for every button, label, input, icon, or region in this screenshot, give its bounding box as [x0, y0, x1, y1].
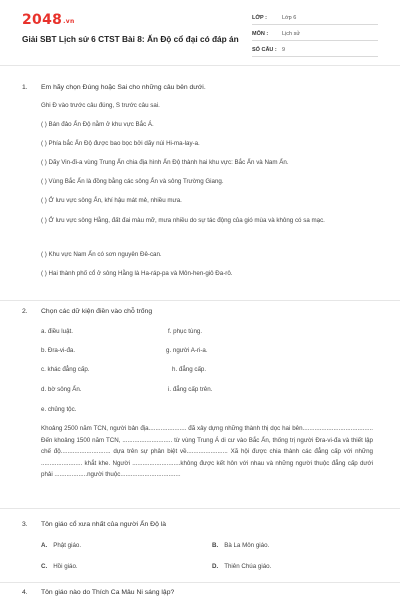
- option-d[interactable]: D. Thiên Chúa giáo.: [212, 563, 272, 570]
- question-instruction: Ghi Đ vào trước câu đúng, S trước câu sai.: [41, 102, 160, 109]
- true-false-item[interactable]: ( ) Dãy Vin-đi-a vùng Trung Ấn chia địa hình Ấn Độ thành hai khu vực: Bắc Ấn và Nam Ấn.: [41, 159, 289, 166]
- question-3: [0, 508, 400, 583]
- question-text: Tôn giáo cổ xưa nhất của người Ấn Độ là: [41, 521, 167, 528]
- meta-question-count: SỐ CÂU : 9: [252, 43, 378, 57]
- choice-c: c. khác đẳng cấp.: [41, 366, 90, 373]
- true-false-item[interactable]: ( ) Khu vực Nam Ấn có sơn nguyên Đê-can.: [41, 251, 162, 258]
- question-2: [0, 300, 400, 510]
- true-false-item[interactable]: ( ) Bán đảo Ấn Độ nằm ở khu vực Bắc Á.: [41, 121, 154, 128]
- question-4: [0, 582, 400, 600]
- choice-i: i. đẳng cấp trên.: [168, 386, 213, 393]
- question-text: Chọn các dữ kiện điền vào chỗ trống: [41, 308, 153, 315]
- question-number: 3.: [22, 521, 28, 528]
- document-meta: [252, 11, 378, 59]
- choice-h: h. đẳng cấp.: [172, 366, 207, 373]
- choice-g: g. người A-ri-a.: [166, 347, 208, 354]
- true-false-item[interactable]: ( ) Ở lưu vực sông Ấn, khí hậu mát mẻ, nhiều mưa.: [41, 197, 182, 204]
- question-text: Tôn giáo nào do Thích Ca Mâu Ni sáng lập?: [41, 589, 175, 596]
- choice-f: f. phục tùng.: [168, 328, 203, 335]
- site-logo[interactable]: 2048.vn: [22, 12, 75, 28]
- meta-subject: MÔN : Lịch sử: [252, 27, 378, 41]
- question-text: Em hãy chọn Đúng hoặc Sai cho những câu bên dưới.: [41, 84, 206, 91]
- true-false-item[interactable]: ( ) Phía bắc Ấn Độ được bao bọc bởi dãy núi Hi-ma-lay-a.: [41, 140, 200, 147]
- option-a[interactable]: A. Phật giáo.: [41, 542, 82, 549]
- fill-in-paragraph: Khoảng 2500 năm TCN, người bản địa...................... đã xây dựng những thành thị dọc hai bên......................................... Đến khoảng 1500 năm TCN, ............................. từ vùng Trung Á di cư vào Bắc Ấn, thống trị người Đra-vi-đa và thiết lập chế độ............................. dựa trên sự phân biệt về........................ Xã hội được chia thành các đẳng cấp với những ........................ khắt khe. Người ............................không được kết hôn với nhau và những người thuộc đẳng cấp dưới phải ...................người thuộc...................................: [41, 425, 373, 479]
- choice-e: e. chủng tộc.: [41, 406, 77, 413]
- question-number: 4.: [22, 589, 28, 596]
- true-false-item[interactable]: ( ) Ở lưu vực sông Hằng, đất đai màu mỡ, mưa nhiều do sự tác động của gió mùa và không có sa mạc.: [41, 217, 325, 224]
- document-title: Giải SBT Lịch sử 6 CTST Bài 8: Ấn Độ cổ đại có đáp án: [22, 34, 239, 44]
- meta-grade: LỚP : Lớp 6: [252, 11, 378, 25]
- choice-b: b. Đra-vi-đa.: [41, 347, 76, 354]
- question-number: 1.: [22, 84, 28, 91]
- true-false-item[interactable]: ( ) Vùng Bắc Ấn là đồng bằng các sông Ấn và sông Trường Giang.: [41, 178, 224, 185]
- question-1: [0, 66, 400, 306]
- choice-d: d. bờ sông Ấn.: [41, 386, 82, 393]
- page-header: [0, 0, 400, 66]
- option-b[interactable]: B. Bà La Môn giáo.: [212, 542, 270, 549]
- option-c[interactable]: C. Hồi giáo.: [41, 563, 78, 570]
- question-number: 2.: [22, 308, 28, 315]
- choice-a: a. điều luật.: [41, 328, 73, 335]
- true-false-item[interactable]: ( ) Hai thành phố cổ ở sông Hằng là Ha-ráp-pa và Môn-hen-giô Đa-rô.: [41, 270, 233, 277]
